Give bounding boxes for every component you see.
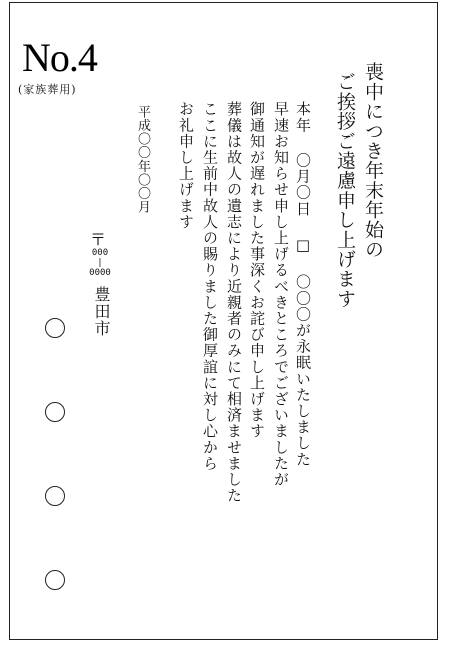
punch-hole-icon [45,570,65,590]
body-line-1: 本年 〇月〇日 □ 〇〇〇が永眠いたしました [294,101,312,468]
postal-code-part-2: 0000 [89,268,111,278]
heading-line-2: ご挨拶ご遠慮申し上げます [334,72,356,309]
postal-code-part-1: 000 [91,248,109,258]
city: 豊田市 [92,286,111,337]
date: 平成〇〇年〇〇月 [135,105,150,214]
postal-code [82,248,118,278]
body-line-4: 葬儀は故人の遺志により近親者のみにて相済ませました [225,101,243,504]
body-line-3: 御通知が遅れました事深くお詫び申し上げます [248,101,266,440]
card-subtitle: (家族葬用) [18,83,77,96]
body-line-5: ここに生前中故人の賜りました御厚誼に対し心から [201,101,219,472]
postal-mark-icon: 〒 [90,230,107,249]
body-line-6: お礼申し上げます [177,101,195,230]
punch-hole-icon [45,402,65,422]
punch-hole-icon [45,318,65,338]
card-number: No.4 [22,35,97,80]
heading-line-1: 喪中につき年末年始の [362,62,384,259]
punch-hole-icon [45,486,65,506]
postal-code-separator: | [97,258,103,268]
body-line-2: 早速お知らせ申し上げるべきところでございましたが [272,101,290,488]
